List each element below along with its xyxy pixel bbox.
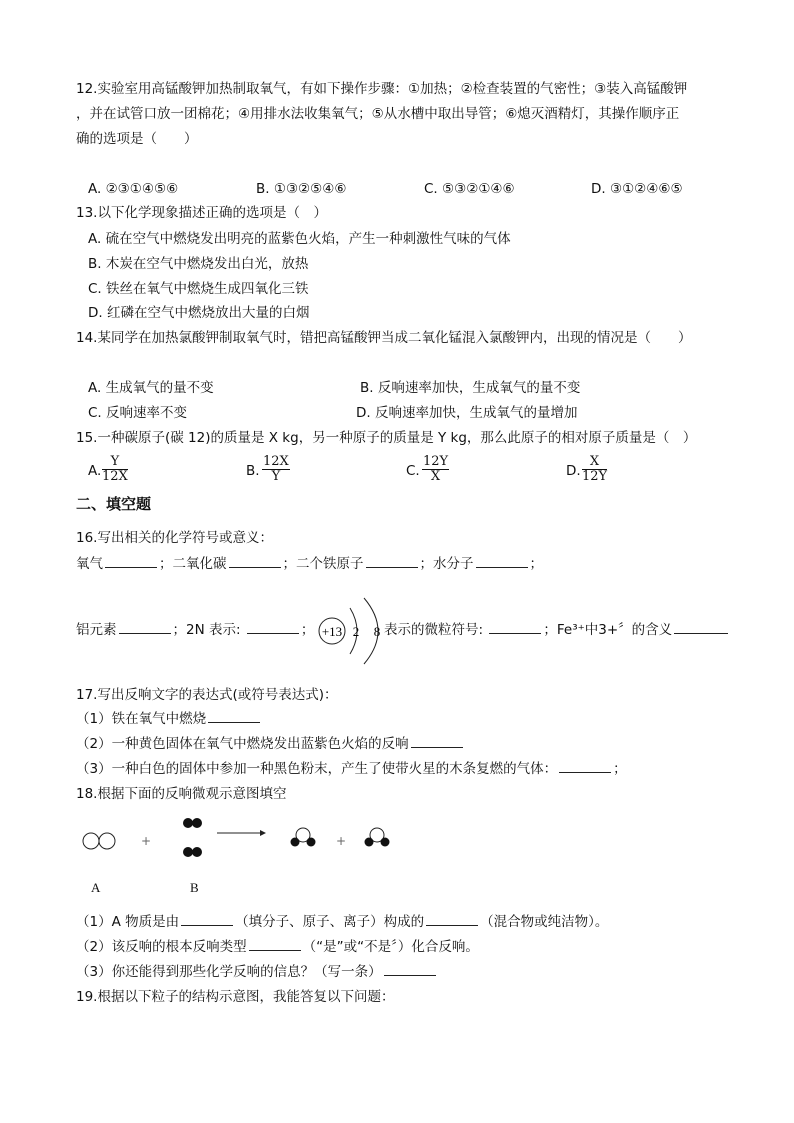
black-atom (381, 838, 390, 847)
plus-sign: + (140, 834, 152, 848)
reaction-micro-diagram (80, 812, 420, 872)
q13-stem: 13.以下化学现象描述正确的选项是（ ） (76, 205, 327, 221)
q12-line2: ，并在试管口放一团棉花；④用排水法收集氧气；⑤从水槽中取出导管；⑥熄灭酒精灯，其操作顺序正 (76, 106, 680, 122)
black-atom (183, 847, 193, 857)
answer-blank[interactable] (559, 760, 611, 773)
q16-particle-label: 表示的微粒符号: (384, 622, 484, 638)
q15-fraction-d-denominator: 12Y (582, 469, 608, 484)
q18-item-3 (76, 963, 438, 981)
q18-item-1-c: （混合物或纯洁物）。 (480, 914, 609, 930)
answer-blank[interactable] (208, 710, 260, 723)
q15-fraction-c (422, 455, 449, 484)
q15-letter-a: A. (88, 463, 102, 479)
arrow-head (260, 830, 266, 836)
q16-iron-atoms-label: ；二个铁原子 (282, 556, 364, 572)
q13-option-c: C. 铁丝在氧气中燃烧生成四氧化三铁 (88, 281, 309, 297)
q16-stem: 16.写出相关的化学符号或意义： (76, 530, 273, 546)
q15-fraction-a-denominator: 12X (102, 469, 128, 484)
q18-item-2-a: （2）该反响的根本反响类型 (76, 939, 247, 955)
black-atom (365, 838, 374, 847)
q13-option-d: D. 红磷在空气中燃烧放出大量的白烟 (88, 305, 310, 321)
q16-row2-right (384, 621, 730, 639)
q16-2n-label: ；2N 表示: (172, 622, 241, 638)
black-atom (192, 847, 202, 857)
black-atom (183, 818, 193, 828)
q16-row1-end: ； (529, 556, 543, 572)
q13-option-b: B. 木炭在空气中燃烧发出白光，放热 (88, 256, 309, 272)
q14-option-a: A. 生成氧气的量不变 (88, 380, 214, 396)
answer-blank[interactable] (411, 735, 463, 748)
q15-letter-b: B. (246, 463, 260, 479)
q15-fraction-b (262, 455, 290, 484)
q19-stem: 19.根据以下粒子的结构示意图，我能答复以下问题： (76, 989, 395, 1005)
answer-blank[interactable] (247, 621, 299, 634)
q15-fraction-a (102, 455, 128, 484)
q15-fraction-b-numerator: 12X (263, 454, 289, 469)
q17-item-1 (76, 710, 262, 728)
answer-blank[interactable] (119, 621, 171, 634)
black-atom (192, 818, 202, 828)
q16-co2-label: ；二氧化碳 (159, 556, 227, 572)
black-atom (307, 838, 316, 847)
q12-option-d: D. ③①②④⑥⑤ (591, 181, 683, 197)
q18-item-2-b: （“是”或“不是〞）化合反响。 (302, 939, 479, 955)
q17-item-3-text: （3）一种白色的固体中参加一种黑色粉末，产生了使带火星的木条复燃的气体： (76, 761, 558, 777)
q15-fraction-d (582, 455, 607, 484)
q16-water-label: ；水分子 (419, 556, 474, 572)
q12-option-b: B. ①③②⑤④⑥ (256, 181, 347, 197)
q15-fraction-c-numerator: 12Y (423, 454, 449, 469)
q13-option-a: A. 硫在空气中燃烧发出明亮的蓝紫色火焰，产生一种刺激性气味的气体 (88, 231, 511, 247)
shell-1-electrons: 2 (352, 624, 360, 639)
q16-row1 (76, 555, 543, 573)
q16-row2-sep: ； (300, 622, 315, 638)
q18-item-3-text: （3）你还能得到那些化学反响的信息？（写一条） (76, 964, 382, 980)
answer-blank[interactable] (489, 621, 541, 634)
answer-blank[interactable] (249, 938, 301, 951)
q17-stem: 17.写出反响文字的表达式(或符号表达式)： (76, 687, 338, 703)
answer-blank[interactable] (384, 963, 436, 976)
q17-item-1-text: （1）铁在氧气中燃烧 (76, 711, 207, 727)
answer-blank[interactable] (426, 913, 478, 926)
white-atom (99, 833, 115, 849)
q18-item-1 (76, 913, 608, 931)
answer-blank[interactable] (229, 555, 281, 568)
q16-row2-left (76, 621, 314, 639)
q14-option-c: C. 反响速率不变 (88, 405, 188, 421)
q12-option-a: A. ②③①④⑤⑥ (88, 181, 179, 197)
q15-letter-c: C. (406, 463, 420, 479)
atom-structure-diagram (312, 596, 392, 666)
q17-item-3-tail: ； (613, 761, 627, 777)
black-atom (291, 838, 300, 847)
answer-blank[interactable] (181, 913, 233, 926)
q16-aluminum-label: 铝元素 (76, 622, 117, 638)
shell-2-electrons: 8 (373, 624, 381, 639)
q15-letter-d: D. (566, 463, 581, 479)
q18-stem: 18.根据下面的反响微观示意图填空 (76, 786, 287, 802)
nucleus-charge: +13 (321, 624, 343, 639)
q18-item-2 (76, 938, 479, 956)
q15-fraction-b-denominator: Y (271, 469, 281, 484)
q14-option-d: D. 反响速率加快，生成氧气的量增加 (356, 405, 578, 421)
q18-item-1-b: （填分子、原子、离子）构成的 (235, 914, 425, 930)
q16-oxygen-label: 氧气 (76, 556, 103, 572)
q12-line1: 12.实验室用高锰酸钾加热制取氧气，有如下操作步骤：①加热；②检查装置的气密性；③装入高锰酸钾 (76, 81, 688, 97)
white-atom (83, 833, 99, 849)
q15-fraction-a-numerator: Y (102, 455, 128, 470)
answer-blank[interactable] (105, 555, 157, 568)
plus-sign: + (335, 834, 347, 848)
section-title: 二、填空题 (76, 495, 152, 513)
q15-fraction-d-numerator: X (582, 455, 607, 470)
q17-item-3 (76, 760, 627, 778)
answer-blank[interactable] (674, 621, 728, 634)
q14-option-b: B. 反响速率加快，生成氧气的量不变 (360, 380, 581, 396)
answer-blank[interactable] (366, 555, 418, 568)
q16-fe-label: ；Fe³⁺中3+〞的含义 (543, 622, 673, 638)
q12-option-c: C. ⑤③②①④⑥ (424, 181, 515, 197)
q18-item-1-a: （1）A 物质是由 (76, 914, 180, 930)
answer-blank[interactable] (476, 555, 528, 568)
q15-stem: 15.一种碳原子(碳 12)的质量是 X kg，另一种原子的质量是 Y kg，那么此原子的相对原子质量是（ ） (76, 430, 697, 446)
label-a: A (91, 880, 101, 895)
q14-stem: 14.某同学在加热氯酸钾制取氧气时，错把高锰酸钾当成二氧化锰混入氯酸钾内，出现的情况是（ ） (76, 330, 692, 346)
q12-line3: 确的选项是（ ） (76, 131, 198, 147)
q17-item-2 (76, 735, 465, 753)
q15-fraction-c-denominator: X (430, 469, 441, 484)
q17-item-2-text: （2）一种黄色固体在氧气中燃烧发出蓝紫色火焰的反响 (76, 736, 409, 752)
label-b: B (190, 880, 199, 895)
